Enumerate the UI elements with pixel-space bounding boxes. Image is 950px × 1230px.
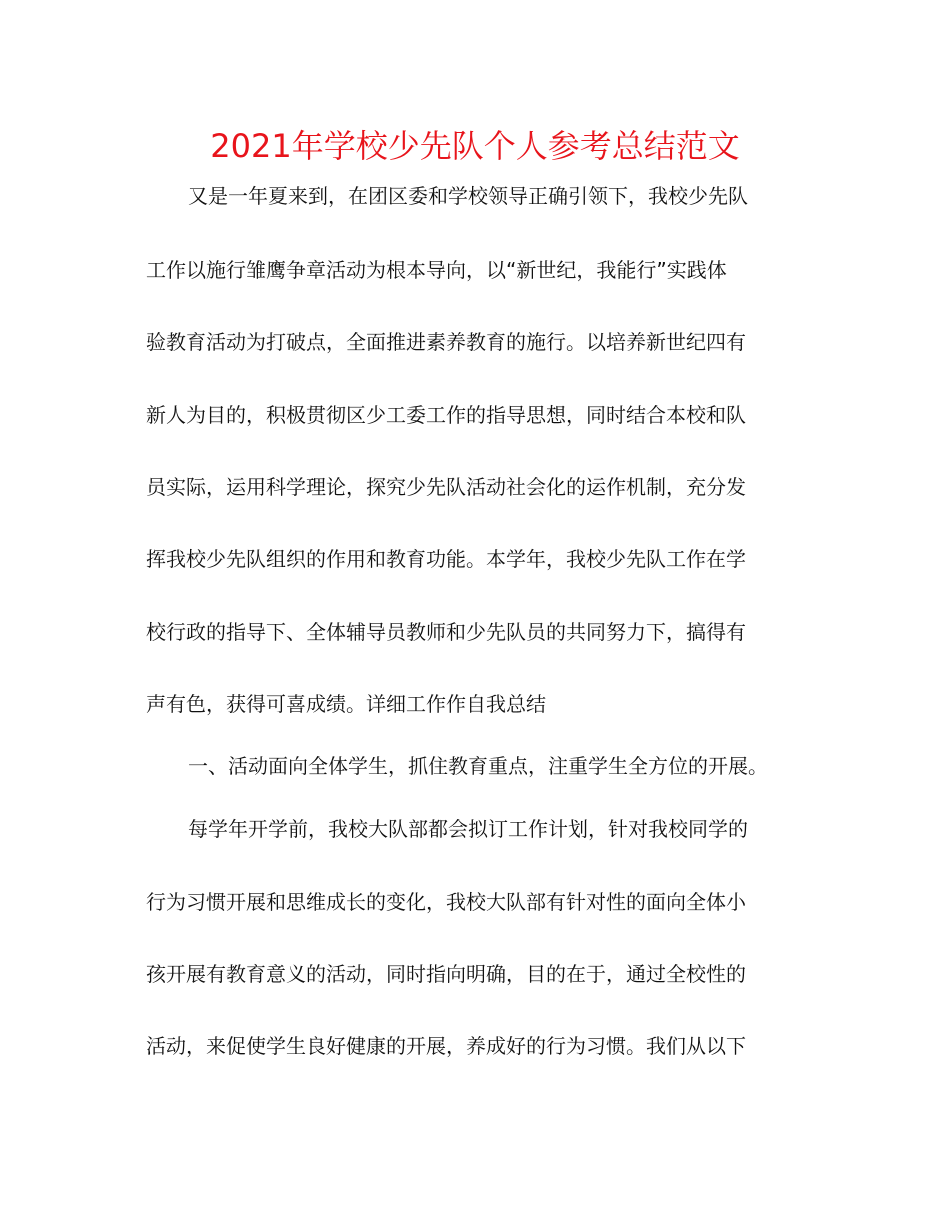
section-heading: 一、活动面向全体学生，抓住教育重点，注重学生全方位的开展。 [188, 754, 768, 778]
paragraph-line: 孩开展有教育意义的活动，同时指向明确，目的在于，通过全校性的 [146, 962, 746, 986]
paragraph-line: 工作以施行雏鹰争章活动为根本导向，以“新世纪，我能行”实践体 [146, 258, 727, 282]
paragraph-line: 活动，来促使学生良好健康的开展，养成好的行为习惯。我们从以下 [146, 1034, 746, 1058]
paragraph-line: 又是一年夏来到，在团区委和学校领导正确引领下，我校少先队 [188, 184, 748, 208]
paragraph-line: 新人为目的，积极贯彻区少工委工作的指导思想，同时结合本校和队 [146, 403, 746, 427]
paragraph-line: 员实际，运用科学理论，探究少先队活动社会化的运作机制，充分发 [146, 475, 746, 499]
paragraph-line: 每学年开学前，我校大队部都会拟订工作计划，针对我校同学的 [188, 817, 748, 841]
paragraph-line: 声有色，获得可喜成绩。详细工作作自我总结 [146, 692, 546, 716]
document-title: 2021年学校少先队个人参考总结范文 [210, 127, 740, 165]
paragraph-line: 校行政的指导下、全体辅导员教师和少先队员的共同努力下，搞得有 [146, 620, 746, 644]
paragraph-line: 行为习惯开展和思维成长的变化，我校大队部有针对性的面向全体小 [146, 890, 746, 914]
paragraph-line: 挥我校少先队组织的作用和教育功能。本学年，我校少先队工作在学 [146, 547, 746, 571]
paragraph-line: 验教育活动为打破点，全面推进素养教育的施行。以培养新世纪四有 [146, 330, 746, 354]
